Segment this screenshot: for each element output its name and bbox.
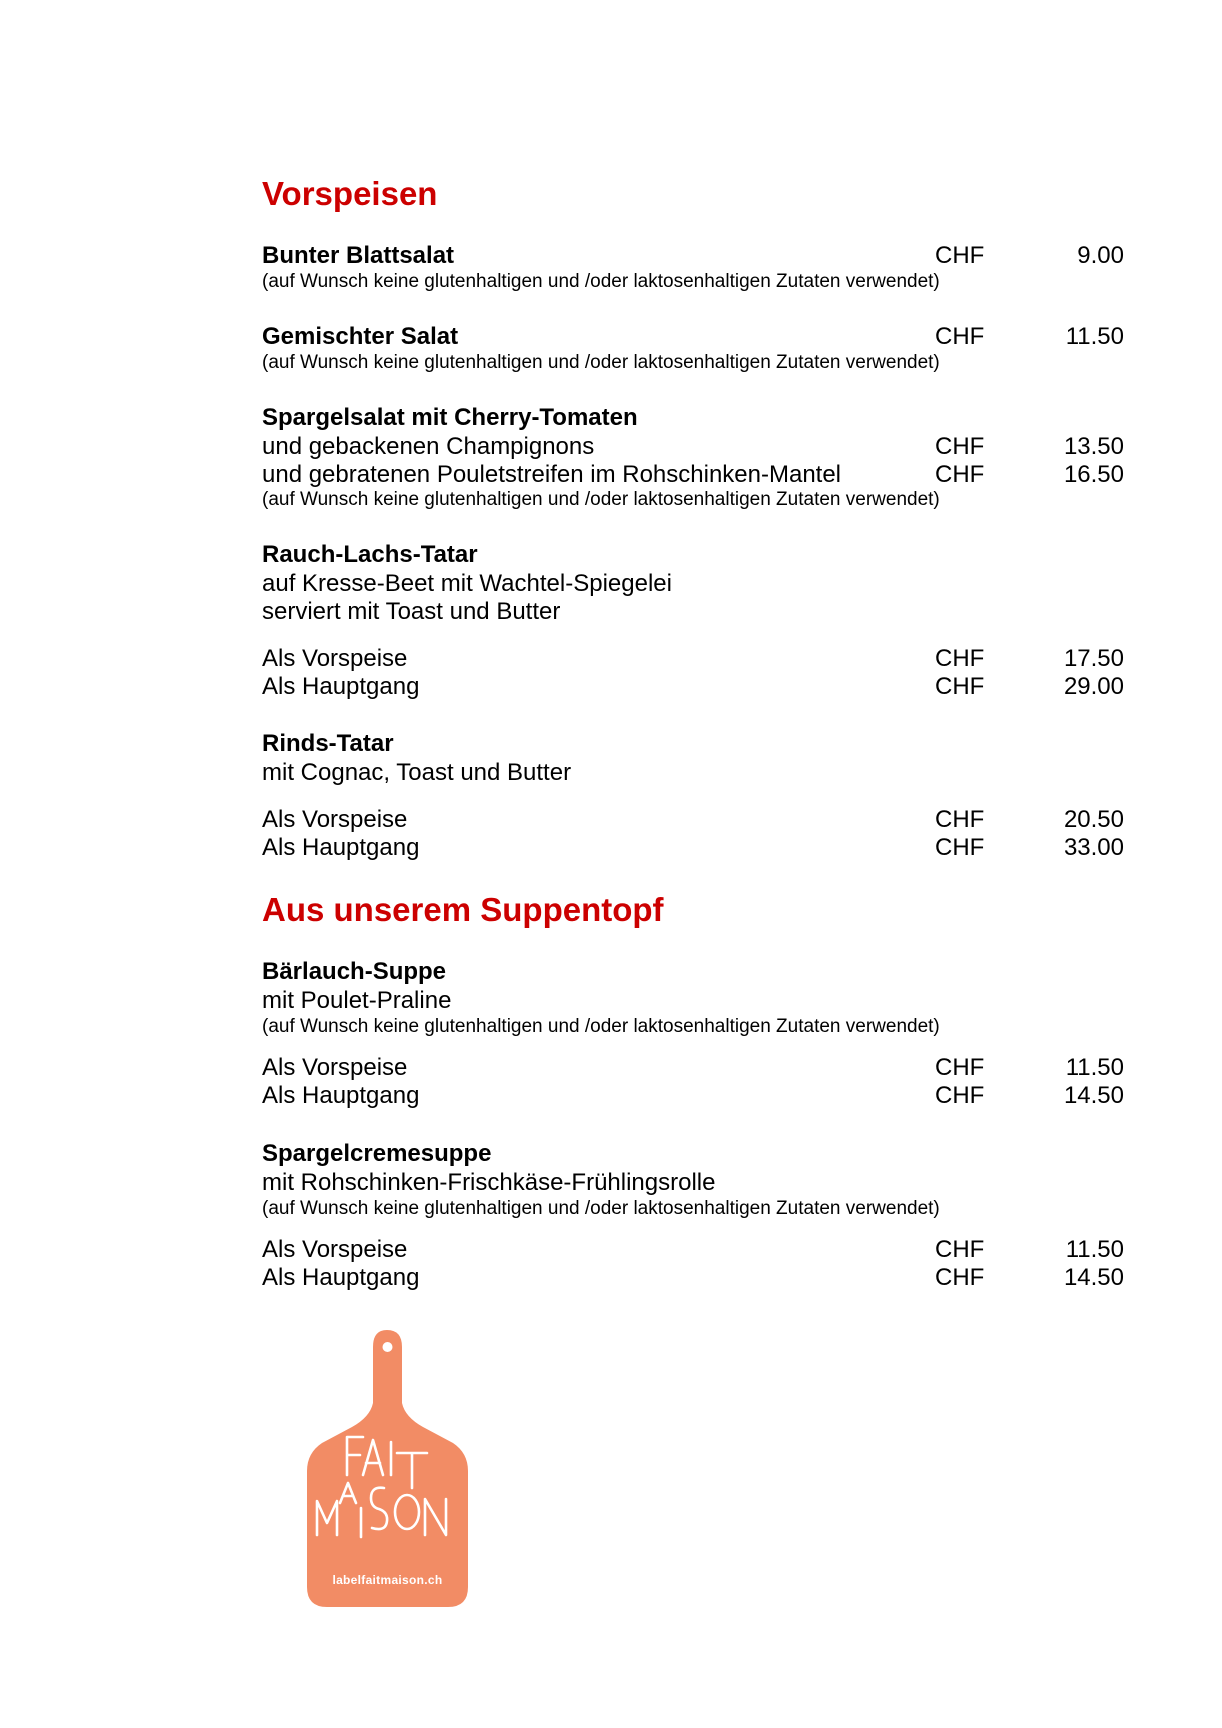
fait-maison-logo [305, 1325, 470, 1610]
item-option: Als Hauptgang [262, 1082, 420, 1109]
item-description: mit Rohschinken-Frischkäse-Frühlingsrolle [262, 1169, 716, 1196]
item-name: Rauch-Lachs-Tatar [262, 541, 478, 568]
item-description: auf Kresse-Beet mit Wachtel-Spiegelei [262, 570, 672, 597]
item-price: 14.50 [1063, 1264, 1124, 1291]
allergen-note: (auf Wunsch keine glutenhaltigen und /oder laktosenhaltigen Zutaten verwendet) [262, 271, 940, 292]
currency-label: CHF [935, 1054, 985, 1081]
item-option: Als Hauptgang [262, 673, 420, 700]
currency-label: CHF [935, 1236, 985, 1263]
item-description: mit Cognac, Toast und Butter [262, 759, 572, 786]
item-option: Als Hauptgang [262, 1264, 420, 1291]
item-name: Gemischter Salat [262, 323, 459, 350]
item-name: Spargelsalat mit Cherry-Tomaten [262, 404, 638, 431]
section-title-suppentopf: Aus unserem Suppentopf [262, 891, 664, 928]
item-price: 29.00 [1063, 673, 1124, 700]
item-variant: und gebackenen Champignons [262, 433, 595, 460]
currency-label: CHF [935, 834, 985, 861]
item-price: 17.50 [1063, 645, 1124, 672]
currency-label: CHF [935, 1082, 985, 1109]
item-name: Bunter Blattsalat [262, 242, 455, 269]
item-price: 13.50 [1063, 433, 1124, 460]
currency-label: CHF [935, 806, 985, 833]
item-price: 9.00 [1077, 242, 1124, 269]
currency-label: CHF [935, 323, 985, 350]
allergen-note: (auf Wunsch keine glutenhaltigen und /oder laktosenhaltigen Zutaten verwendet) [262, 489, 940, 510]
item-option: Als Vorspeise [262, 645, 408, 672]
board-hole [383, 1342, 393, 1352]
currency-label: CHF [935, 645, 985, 672]
section-title-vorspeisen: Vorspeisen [262, 175, 438, 212]
currency-label: CHF [935, 461, 985, 488]
item-option: Als Hauptgang [262, 834, 420, 861]
cutting-board-shape [307, 1330, 468, 1607]
item-option: Als Vorspeise [262, 806, 408, 833]
item-variant: und gebratenen Pouletstreifen im Rohschinken-Mantel [262, 461, 842, 488]
item-name: Spargelcremesuppe [262, 1140, 492, 1167]
currency-label: CHF [935, 673, 985, 700]
allergen-note: (auf Wunsch keine glutenhaltigen und /oder laktosenhaltigen Zutaten verwendet) [262, 1198, 940, 1219]
currency-label: CHF [935, 433, 985, 460]
item-description: serviert mit Toast und Butter [262, 598, 561, 625]
item-name: Rinds-Tatar [262, 730, 394, 757]
item-price: 33.00 [1063, 834, 1124, 861]
allergen-note: (auf Wunsch keine glutenhaltigen und /oder laktosenhaltigen Zutaten verwendet) [262, 352, 940, 373]
currency-label: CHF [935, 242, 985, 269]
item-price: 16.50 [1063, 461, 1124, 488]
item-option: Als Vorspeise [262, 1054, 408, 1081]
item-option: Als Vorspeise [262, 1236, 408, 1263]
item-price: 11.50 [1065, 1236, 1124, 1263]
item-name: Bärlauch-Suppe [262, 958, 447, 985]
currency-label: CHF [935, 1264, 985, 1291]
item-description: mit Poulet-Praline [262, 987, 452, 1014]
logo-url-text: labelfaitmaison.ch [332, 1573, 443, 1587]
item-price: 20.50 [1063, 806, 1124, 833]
item-price: 11.50 [1065, 323, 1124, 350]
allergen-note: (auf Wunsch keine glutenhaltigen und /oder laktosenhaltigen Zutaten verwendet) [262, 1016, 940, 1037]
item-price: 14.50 [1063, 1082, 1124, 1109]
item-price: 11.50 [1065, 1054, 1124, 1081]
